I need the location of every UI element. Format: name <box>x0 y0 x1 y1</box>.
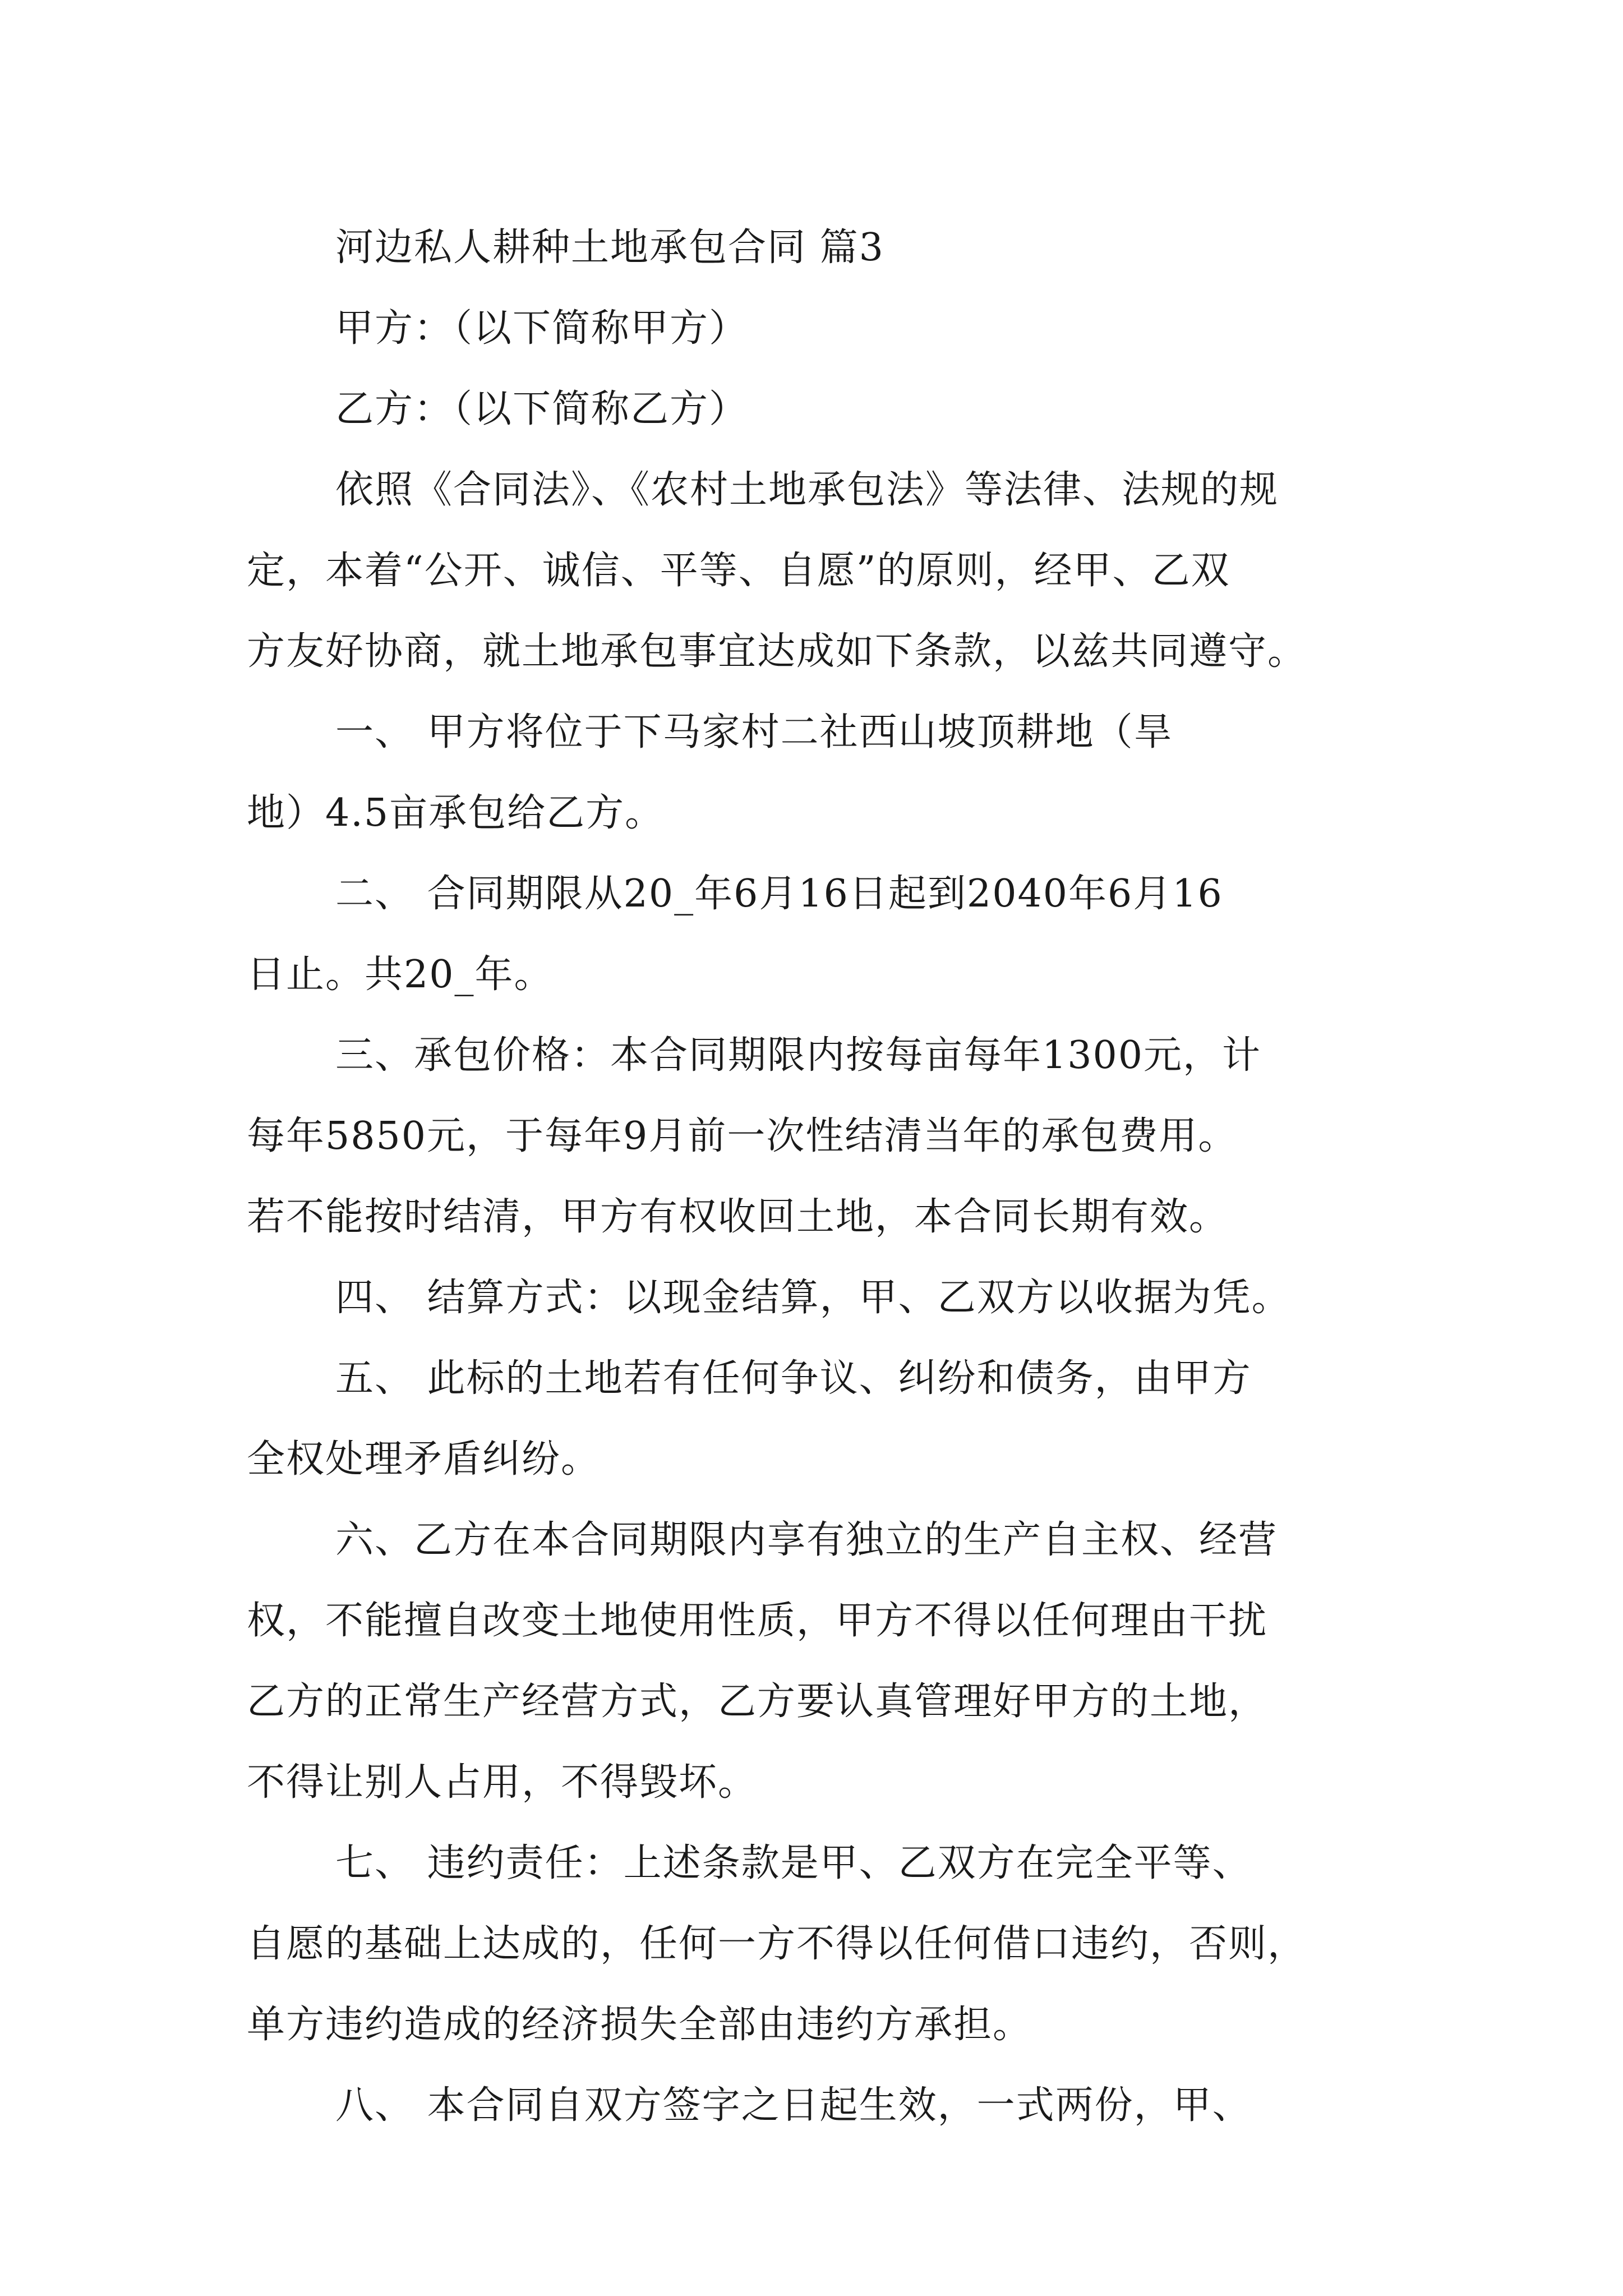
clause-5 <box>247 1338 1380 1500</box>
paragraph-line: 定，本着“公开、诚信、平等、自愿”的原则，经甲、乙双 <box>247 549 1230 593</box>
clause-7 <box>247 1823 1380 2065</box>
paragraph-line: 若不能按时结清，甲方有权收回土地，本合同长期有效。 <box>247 1195 1229 1239</box>
document-body <box>247 208 1380 2146</box>
paragraph-line: 不得让别人占用，不得毁坏。 <box>247 1760 758 1805</box>
paragraph-line: 单方违约造成的经济损失全部由违约方承担。 <box>247 2003 1032 2047</box>
clause-4 <box>247 1258 1380 1338</box>
paragraph-line: 八、 本合同自双方签字之日起生效，一式两份，甲、 <box>335 2083 1252 2128</box>
paragraph-line: 一、 甲方将位于下马家村二社西山坡顶耕地（旱 <box>335 710 1173 754</box>
paragraph-line: 日止。共20_年。 <box>247 953 554 997</box>
paragraph-line: 地）4.5亩承包给乙方。 <box>247 791 665 835</box>
clause-6 <box>247 1500 1380 1823</box>
paragraph-preamble <box>247 450 1380 692</box>
paragraph-line: 权，不能擅自改变土地使用性质，甲方不得以任何理由干扰 <box>247 1599 1268 1643</box>
clause-1 <box>247 692 1380 854</box>
document-title: 河边私人耕种土地承包合同 篇3 <box>335 226 884 270</box>
paragraph-line: 依照《合同法》、《农村土地承包法》等法律、法规的规 <box>335 468 1279 512</box>
paragraph-line: 自愿的基础上达成的，任何一方不得以任何借口违约，否则， <box>247 1922 1307 1966</box>
clause-3 <box>247 1015 1380 1258</box>
party-b-line: 乙方：（以下简称乙方） <box>335 387 749 431</box>
paragraph-line: 每年5850元，于每年9月前一次性结清当年的承包费用。 <box>247 1114 1238 1158</box>
paragraph-line: 方友好协商，就土地承包事宜达成如下条款，以兹共同遵守。 <box>247 629 1307 674</box>
paragraph-line: 七、 违约责任：上述条款是甲、乙双方在完全平等、 <box>335 1841 1252 1885</box>
clause-2 <box>247 854 1380 1015</box>
paragraph-line: 乙方的正常生产经营方式，乙方要认真管理好甲方的土地， <box>247 1680 1268 1724</box>
paragraph-line: 六、乙方在本合同期限内享有独立的生产自主权、经营 <box>335 1518 1278 1562</box>
paragraph-line: 全权处理矛盾纠纷。 <box>247 1437 601 1481</box>
clause-8 <box>247 2065 1380 2146</box>
paragraph-line: 五、 此标的土地若有任何争议、纠纷和债务，由甲方 <box>335 1356 1252 1401</box>
party-a-line: 甲方：（以下简称甲方） <box>335 306 749 351</box>
paragraph-line: 四、 结算方式：以现金结算，甲、乙双方以收据为凭。 <box>335 1276 1291 1320</box>
paragraph-line: 三、承包价格：本合同期限内按每亩每年1300元，计 <box>335 1033 1262 1078</box>
paragraph-line: 二、 合同期限从20_年6月16日起到2040年6月16 <box>335 872 1223 916</box>
